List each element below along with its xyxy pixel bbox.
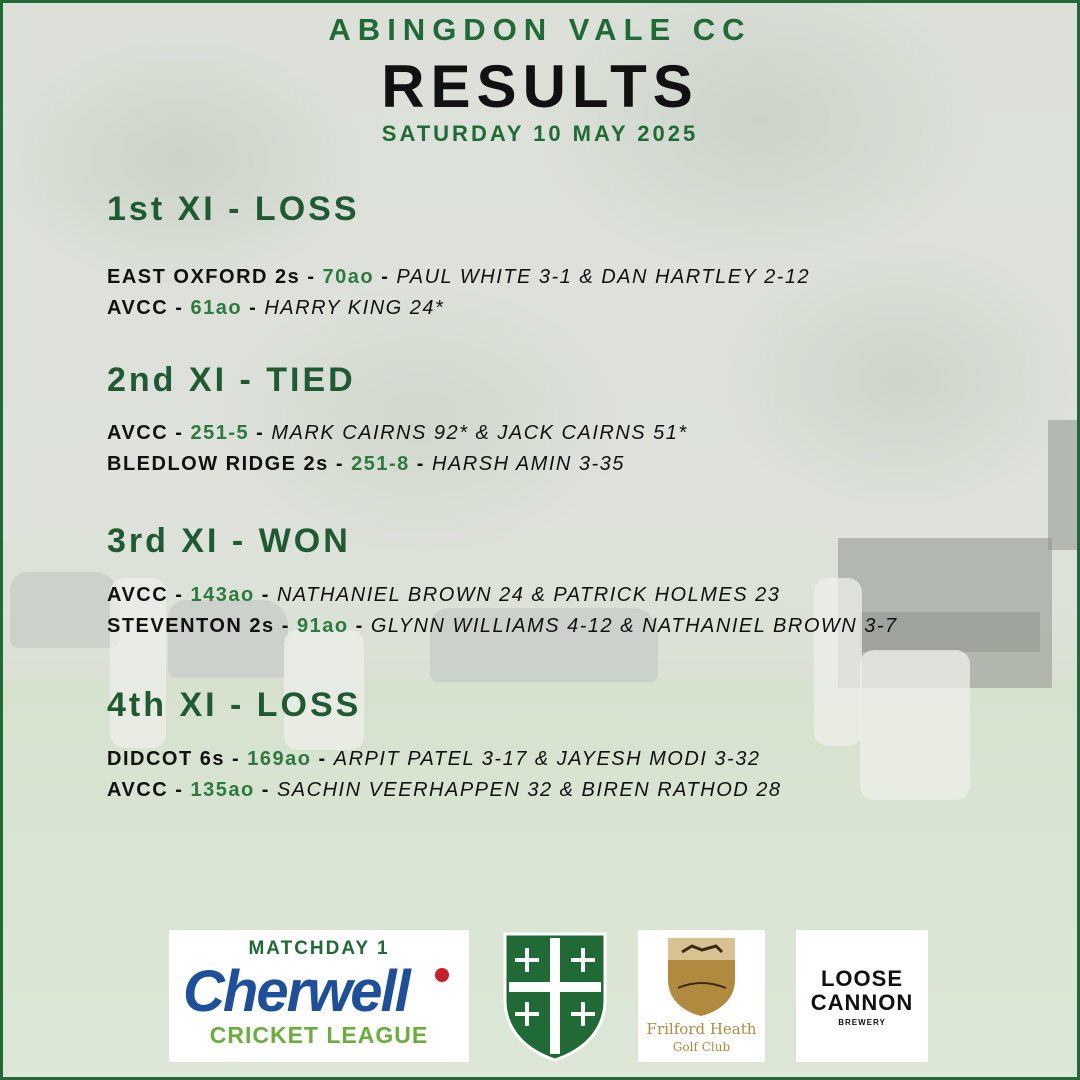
result-line xyxy=(107,615,898,638)
cherwell-league-logo xyxy=(169,930,469,1062)
separator: - xyxy=(168,584,191,606)
separator: - xyxy=(254,779,277,801)
separator: - xyxy=(224,748,248,770)
cricket-ball-icon xyxy=(435,968,449,982)
top-performers: SACHIN VEERHAPPEN 32 & BIREN RATHOD 28 xyxy=(276,779,782,801)
separator: - xyxy=(311,748,334,770)
result-line xyxy=(107,453,625,476)
team-name: AVCC xyxy=(107,297,169,319)
matchday-label: MATCHDAY 1 xyxy=(248,938,390,959)
frilford-name: Frilford Heath xyxy=(646,1020,757,1038)
top-performers: PAUL WHITE 3-1 & DAN HARTLEY 2-12 xyxy=(396,266,811,288)
cherwell-wordmark: Cherwell xyxy=(183,959,409,1024)
team-name: AVCC xyxy=(107,584,169,606)
result-line xyxy=(107,779,782,802)
result-heading-4th-xi: 4th XI - LOSS xyxy=(107,686,362,724)
team-score: 251-5 xyxy=(190,422,250,444)
shield-cross-icon xyxy=(501,930,609,1062)
separator: - xyxy=(242,297,265,319)
team-score: 91ao xyxy=(296,615,349,637)
top-performers: MARK CAIRNS 92* & JACK CAIRNS 51* xyxy=(271,422,688,444)
club-name: ABINGDON VALE CC xyxy=(328,12,752,47)
top-performers: ARPIT PATEL 3-17 & JAYESH MODI 3-32 xyxy=(333,748,761,770)
separator: - xyxy=(168,422,191,444)
top-performers: HARRY KING 24* xyxy=(264,297,445,319)
separator: - xyxy=(300,266,323,288)
separator: - xyxy=(274,615,297,637)
team-name: STEVENTON 2s xyxy=(107,615,275,637)
result-line xyxy=(107,422,688,445)
team-name: AVCC xyxy=(107,779,169,801)
team-score: 135ao xyxy=(190,779,255,801)
team-name: BLEDLOW RIDGE 2s xyxy=(107,453,329,475)
result-line xyxy=(107,584,780,607)
result-line xyxy=(107,266,810,289)
team-score: 70ao xyxy=(322,266,375,288)
frilford-crest-icon xyxy=(638,930,765,1020)
page-title: RESULTS xyxy=(381,53,699,120)
separator: - xyxy=(254,584,277,606)
separator: - xyxy=(374,266,397,288)
separator: - xyxy=(168,779,191,801)
team-name: DIDCOT 6s xyxy=(107,748,225,770)
result-line xyxy=(107,297,444,320)
cherwell-league-text: CRICKET LEAGUE xyxy=(209,1022,429,1048)
separator: - xyxy=(328,453,352,475)
loose-cannon-line1: LOOSE xyxy=(820,966,903,991)
frilford-subtitle: Golf Club xyxy=(672,1040,731,1054)
separator: - xyxy=(249,422,272,444)
result-heading-3rd-xi: 3rd XI - WON xyxy=(107,522,351,560)
club-crest-logo xyxy=(501,930,609,1062)
team-name: EAST OXFORD 2s xyxy=(107,266,301,288)
top-performers: HARSH AMIN 3-35 xyxy=(432,453,625,475)
top-performers: NATHANIEL BROWN 24 & PATRICK HOLMES 23 xyxy=(276,584,781,606)
loose-cannon-line3: BREWERY xyxy=(838,1018,886,1027)
team-score: 143ao xyxy=(190,584,255,606)
frilford-heath-logo xyxy=(638,930,765,1062)
separator: - xyxy=(348,615,371,637)
team-name: AVCC xyxy=(107,422,169,444)
separator: - xyxy=(409,453,433,475)
separator: - xyxy=(168,297,191,319)
result-heading-1st-xi: 1st XI - LOSS xyxy=(107,190,360,228)
top-performers: GLYNN WILLIAMS 4-12 & NATHANIEL BROWN 3-7 xyxy=(370,615,898,637)
loose-cannon-logo xyxy=(796,930,928,1062)
team-score: 61ao xyxy=(190,297,243,319)
loose-cannon-line2: CANNON xyxy=(810,990,914,1015)
match-date: SATURDAY 10 MAY 2025 xyxy=(381,121,699,146)
result-line xyxy=(107,748,760,771)
team-score: 251-8 xyxy=(351,453,410,475)
result-heading-2nd-xi: 2nd XI - TIED xyxy=(107,361,356,399)
team-score: 169ao xyxy=(247,748,312,770)
